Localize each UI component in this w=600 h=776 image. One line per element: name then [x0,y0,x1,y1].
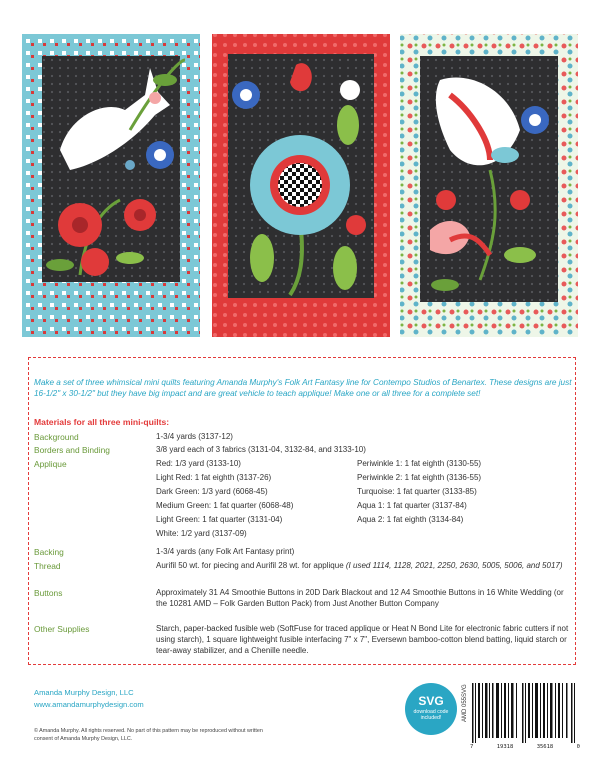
value-buttons: Approximately 31 A4 Smoothie Buttons in 20D Dark Blackout and 12 A4 Smoothie Buttons in 16 White Wedding (or the 10281 AMD – Folk Garden Button Pack) from Just Another Button Company [156,588,564,608]
product-code: AMD 055SVG [462,684,468,722]
barcode-digits [470,744,580,750]
label-buttons: Buttons [34,588,63,598]
quilt-bird [400,34,578,337]
label-other-supplies: Other Supplies [34,624,90,634]
quilt-bunny [22,34,200,337]
value-background: 1-3/4 yards (3137-12) [156,432,233,441]
thread-colors: (I used 1114, 1128, 2021, 2250, 2630, 5005, 5006, and 5017) [345,561,563,570]
barcode-digit-group: 0 [576,744,580,750]
materials-title: Materials for all three mini-quilts: [34,417,170,427]
quilt-illustrations [0,0,600,350]
badge-subtitle: download code included! [413,709,449,721]
applique-red: Red: 1/3 yard (3133-10) [156,459,241,468]
applique-periwinkle-1: Periwinkle 1: 1 fat eighth (3130-55) [357,459,482,468]
badge-title: SVG [418,694,444,708]
label-backing: Backing [34,547,64,557]
applique-medium-green: Medium Green: 1 fat quarter (6068-48) [156,501,294,510]
footer-company: Amanda Murphy Design, LLC [34,688,134,697]
value-thread [156,561,574,572]
applique-aqua-1: Aqua 1: 1 fat quarter (3137-84) [357,501,467,510]
applique-aqua-2: Aqua 2: 1 fat eighth (3134-84) [357,515,464,524]
barcode-digit-group: 19318 [496,744,514,750]
barcode [470,683,578,743]
intro-text: Make a set of three whimsical mini quilts featuring Amanda Murphy's Folk Art Fantasy line for Contempo Studios of Benartex. These designs are just 16-1/2" x 30-1/2" but they have big impact and are great vehicle to teach applique! Make one or all three for a complete set! [34,378,572,398]
value-borders: 3/8 yard each of 3 fabrics (3131-04, 3132-84, and 3133-10) [156,445,366,454]
label-applique: Applique [34,459,67,469]
thread-plain: Aurifil 50 wt. for piecing and Aurifil 28 wt. for applique [156,561,346,570]
applique-light-red: Light Red: 1 fat eighth (3137-26) [156,473,272,482]
applique-dark-green: Dark Green: 1/3 yard (6068-45) [156,487,268,496]
label-background: Background [34,432,79,442]
applique-light-green: Light Green: 1 fat quarter (3131-04) [156,515,283,524]
applique-periwinkle-2: Periwinkle 2: 1 fat eighth (3136-55) [357,473,482,482]
quilt-flower [212,34,390,337]
materials-border [28,357,576,665]
label-thread: Thread [34,561,61,571]
barcode-digit-group: 35618 [536,744,554,750]
footer-url[interactable]: www.amandamurphydesign.com [34,700,144,709]
value-other-supplies: Starch, paper-backed fusible web (SoftFuse for traced applique or Heat N Bond Lite for electronic fabric cutters if not using starch), 1 square lightweight fusible interfacing 7" x 7", Eversewn bamboo-cotton blend batting, liquid starch or tear-away stabilizer, and a Chenille needle. [156,624,569,655]
label-borders: Borders and Binding [34,445,110,455]
applique-white: White: 1/2 yard (3137-09) [156,529,247,538]
footer-copyright: © Amanda Murphy. All rights reserved. No part of this pattern may be reproduced without written consent of Amanda Murphy Design, LLC. [34,728,263,742]
applique-turquoise: Turquoise: 1 fat quarter (3133-85) [357,487,477,496]
value-backing: 1-3/4 yards (any Folk Art Fantasy print) [156,547,295,556]
svg-download-badge [405,683,457,735]
barcode-digit-group: 7 [470,744,474,750]
